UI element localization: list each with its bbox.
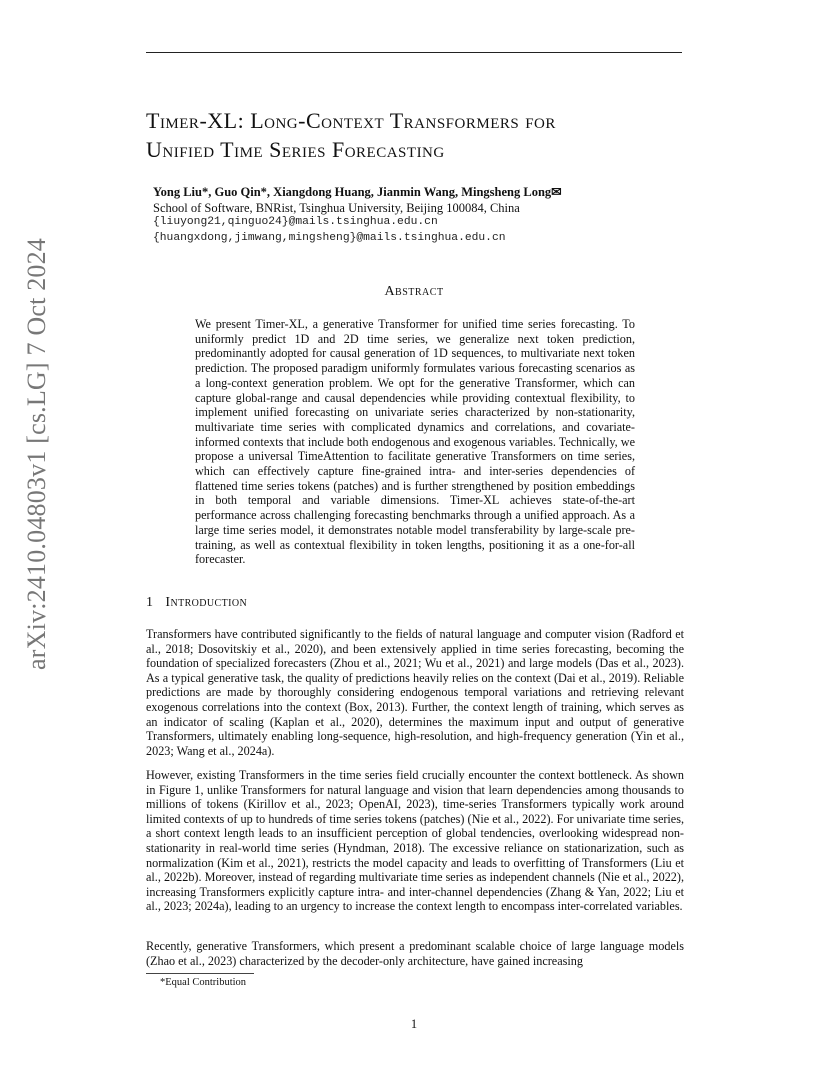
intro-paragraph-2: However, existing Transformers in the time series field crucially encounter the context bottleneck. As shown in Figure 1, unlike Transformers for natural language and vision that learn dependencies among thousands to millions of tokens (Kirillov et al., 2023; OpenAI, 2023), time-series Transformers typically work around limited contexts of up to hundreds of time series tokens (patches) (Nie et al., 2022). For univariate time series, a short context length leads to an insufficient perception of global tendencies, overlooking widespread non-stationarity in real-world time series (Hyndman, 2018). The excessive reliance on stationarization, such as normalization (Kim et al., 2021), restricts the model capacity and leads to overfitting of Transformers (Liu et al., 2022b). Moreover, instead of regarding multivariate time series as independent channels (Nie et al., 2022), increasing Transformers explicitly capture intra- and inter-channel dependencies (Zhang & Yan, 2022; Liu et al., 2023; 2024a), leading to an urgency to increase the context length to encompass inter-correlated variables. xyxy=(146,768,684,914)
section-heading xyxy=(146,595,247,611)
arxiv-identifier: arXiv:2410.04803v1 [cs.LG] 7 Oct 2024 xyxy=(22,238,51,670)
email-line-1: {liuyong21,qinguo24}@mails.tsinghua.edu.cn xyxy=(153,216,438,228)
page-number: 1 xyxy=(410,1017,418,1031)
intro-paragraph-3: Recently, generative Transformers, which present a predominant scalable choice of large language models (Zhao et al., 2023) characterized by the decoder-only architecture, have gained increasing xyxy=(146,939,684,968)
abstract-text: We present Timer-XL, a generative Transformer for unified time series forecasting. To uniformly predict 1D and 2D time series, we generalize next token prediction, predominantly adopted for causal generation of 1D sequences, to multivariate next token prediction. The proposed paradigm uniformly formulates various forecasting scenarios as a long-context generation problem. We opt for the generative Transformer, which can capture global-range and causal dependencies while providing contextual flexibility, to implement unified forecasting on univariate series characterized by non-stationarity, multivariate time series with complicated dynamics and correlations, and covariate-informed contexts that include both endogenous and exogenous variables. Technically, we propose a universal TimeAttention to facilitate generative Transformers on time series, which can effectively capture fine-grained intra- and inter-series dependencies of flattened time series tokens (patches) and is further strengthened by position embeddings in both temporal and variable dimensions. Timer-XL achieves state-of-the-art performance across challenging forecasting benchmarks through a unified approach. As a large time series model, it demonstrates notable model transferability by large-scale pre-training, as well as contextual flexibility in token lengths, positioning it as a one-for-all forecaster. xyxy=(195,317,635,567)
footnote: *Equal Contribution xyxy=(160,977,247,988)
section-number: 1 xyxy=(146,595,154,610)
title-line-1: Timer-XL: Long-Context Transformers for xyxy=(146,108,556,133)
abstract-heading: Abstract xyxy=(384,284,444,299)
affiliation: School of Software, BNRist, Tsinghua University, Beijing 100084, China xyxy=(153,201,520,215)
email-line-2: {huangxdong,jimwang,mingsheng}@mails.tsinghua.edu.cn xyxy=(153,232,506,244)
section-title: Introduction xyxy=(165,595,248,610)
top-rule xyxy=(146,52,682,53)
paper-title xyxy=(146,106,706,164)
intro-paragraph-1: Transformers have contributed significantly to the fields of natural language and computer vision (Radford et al., 2018; Dosovitskiy et al., 2020), and been extensively applied in time series forecasting, becoming the foundation of specialized forecasters (Zhou et al., 2021; Wu et al., 2021) and large models (Das et al., 2023). As a typical generative task, the quality of predictions heavily relies on the context (Dai et al., 2019). Reliable predictions are made by thoroughly considering endogenous temporal variations and retrieving relevant exogenous correlations into the context (Box, 2013). Further, the context length of training, which serves as an indicator of scaling (Kaplan et al., 2020), determines the maximum input and output of generative Transformers, ultimately enabling long-sequence, high-resolution, and high-frequency generation (Yin et al., 2023; Wang et al., 2024a). xyxy=(146,627,684,758)
footnote-rule xyxy=(146,973,254,974)
title-line-2: Unified Time Series Forecasting xyxy=(146,137,445,162)
author-list: Yong Liu*, Guo Qin*, Xiangdong Huang, Jianmin Wang, Mingsheng Long✉ xyxy=(153,185,562,199)
